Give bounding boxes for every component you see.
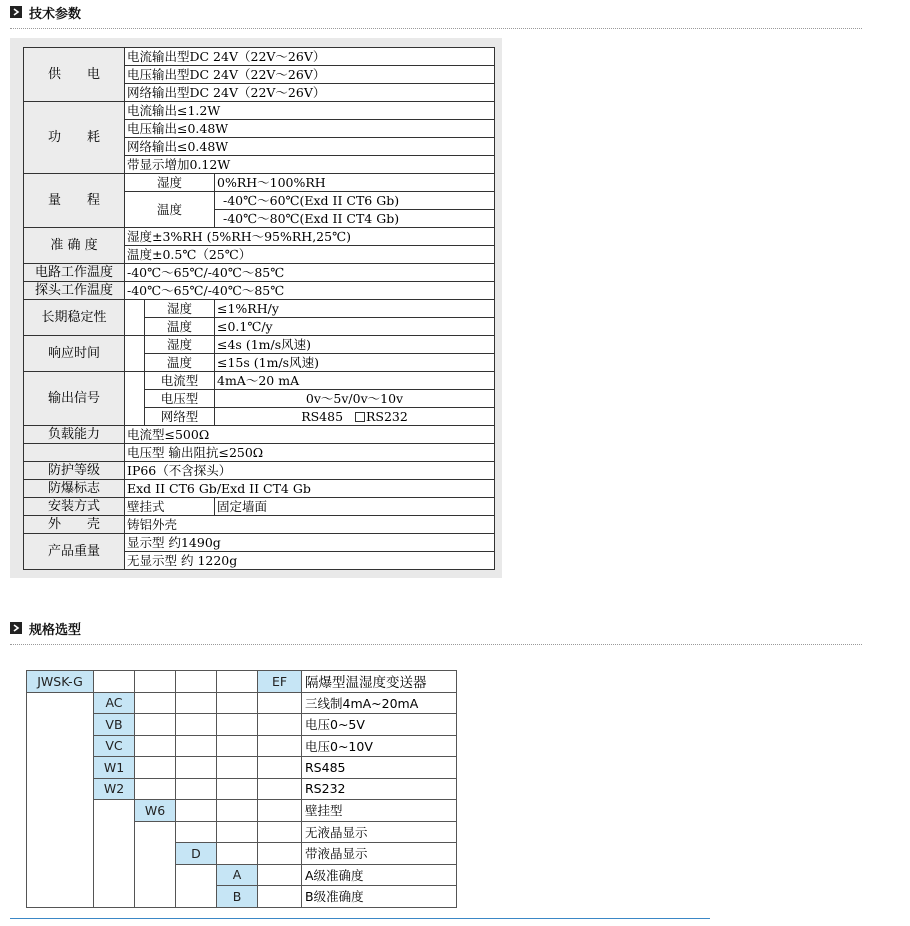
spec-value: 4mA～20 mA bbox=[215, 372, 495, 390]
table-row bbox=[24, 102, 495, 120]
spec-category: 输出信号 bbox=[24, 372, 125, 426]
model-desc: RS232 bbox=[302, 778, 457, 800]
spec-category: 防爆标志 bbox=[24, 480, 125, 498]
table-row bbox=[24, 300, 495, 318]
model-code: W1 bbox=[94, 757, 135, 779]
spec-value: 0%RH～100%RH bbox=[215, 174, 495, 192]
option-rs485: RS485 bbox=[301, 408, 344, 424]
dotted-divider bbox=[10, 644, 862, 645]
table-row bbox=[24, 264, 495, 282]
checkbox-icon bbox=[355, 412, 365, 422]
model-code: VC bbox=[94, 735, 135, 757]
spec-sublabel: 电压型 bbox=[145, 390, 215, 408]
model-ef-code: EF bbox=[258, 671, 302, 693]
model-code: B bbox=[217, 886, 258, 908]
table-row bbox=[24, 462, 495, 480]
option-rs232: RS232 bbox=[365, 408, 408, 424]
table-row bbox=[27, 692, 457, 714]
spec-category: 负载能力 bbox=[24, 426, 125, 444]
model-desc: 三线制4mA~20mA bbox=[302, 692, 457, 714]
chevron-right-icon bbox=[10, 622, 22, 634]
spec-value bbox=[215, 408, 495, 426]
spec-value: Exd II CT6 Gb/Exd II CT4 Gb bbox=[125, 480, 495, 498]
model-code: A bbox=[217, 864, 258, 886]
spec-value: 网络输出≤0.48W bbox=[125, 138, 495, 156]
table-row bbox=[24, 174, 495, 192]
dotted-divider bbox=[10, 28, 862, 29]
spec-value: 电压输出型DC 24V（22V～26V） bbox=[125, 66, 495, 84]
table-row bbox=[24, 372, 495, 390]
model-desc: 壁挂型 bbox=[302, 800, 457, 822]
table-row bbox=[24, 498, 495, 516]
spec-value: 壁挂式 bbox=[125, 498, 215, 516]
table-row bbox=[24, 534, 495, 552]
spec-category: 功 耗 bbox=[24, 102, 125, 174]
spec-category: 准 确 度 bbox=[24, 228, 125, 264]
spec-value: 带显示增加0.12W bbox=[125, 156, 495, 174]
section-title: 技术参数 bbox=[29, 5, 82, 21]
section-header-tech bbox=[10, 2, 81, 22]
spec-category: 量 程 bbox=[24, 174, 125, 228]
spec-sublabel: 湿度 bbox=[145, 336, 215, 354]
model-code: D bbox=[176, 843, 217, 865]
spec-sublabel: 网络型 bbox=[145, 408, 215, 426]
spec-sublabel: 电流型 bbox=[145, 372, 215, 390]
spec-value: 温度±0.5℃（25℃） bbox=[125, 246, 495, 264]
spec-category: 电路工作温度 bbox=[24, 264, 125, 282]
model-desc: 隔爆型温湿度变送器 bbox=[302, 671, 457, 693]
spec-sublabel: 湿度 bbox=[125, 174, 215, 192]
model-desc: 电压0~5V bbox=[302, 714, 457, 736]
model-desc: 无液晶显示 bbox=[302, 821, 457, 843]
spec-sublabel: 湿度 bbox=[145, 300, 215, 318]
table-row bbox=[24, 444, 495, 462]
spec-value: 电流输出型DC 24V（22V～26V） bbox=[125, 48, 495, 66]
spec-value: IP66（不含探头） bbox=[125, 462, 495, 480]
table-row bbox=[24, 282, 495, 300]
spec-value: ≤1%RH/y bbox=[215, 300, 495, 318]
table-row bbox=[24, 426, 495, 444]
spec-category: 探头工作温度 bbox=[24, 282, 125, 300]
spec-value: ≤0.1℃/y bbox=[215, 318, 495, 336]
model-code: AC bbox=[94, 692, 135, 714]
spec-sublabel: 温度 bbox=[145, 318, 215, 336]
model-selection-table bbox=[26, 670, 457, 908]
spec-value: -40℃～80℃(Exd II CT4 Gb) bbox=[215, 210, 495, 228]
spec-value: 网络输出型DC 24V（22V～26V） bbox=[125, 84, 495, 102]
model-desc: B级准确度 bbox=[302, 886, 457, 908]
spec-value: -40℃～65℃/-40℃～85℃ bbox=[125, 282, 495, 300]
model-code: VB bbox=[94, 714, 135, 736]
spec-value: 固定墙面 bbox=[215, 498, 495, 516]
table-row bbox=[27, 671, 457, 693]
model-desc: 电压0~10V bbox=[302, 735, 457, 757]
spec-value: 0v～5v/0v～10v bbox=[215, 390, 495, 408]
section-title: 规格选型 bbox=[29, 621, 82, 637]
spec-value: 电压型 输出阻抗≤250Ω bbox=[125, 444, 495, 462]
spec-value: ≤4s (1m/s风速) bbox=[215, 336, 495, 354]
model-code: W6 bbox=[135, 800, 176, 822]
spec-value: 湿度±3%RH (5%RH～95%RH,25℃) bbox=[125, 228, 495, 246]
spec-category: 供 电 bbox=[24, 48, 125, 102]
spec-value: 电流输出≤1.2W bbox=[125, 102, 495, 120]
model-code: W2 bbox=[94, 778, 135, 800]
spec-value: 铸铝外壳 bbox=[125, 516, 495, 534]
table-row bbox=[24, 48, 495, 66]
spec-value: -40℃～65℃/-40℃～85℃ bbox=[125, 264, 495, 282]
spec-category: 防护等级 bbox=[24, 462, 125, 480]
spec-value: ≤15s (1m/s风速) bbox=[215, 354, 495, 372]
bottom-divider bbox=[10, 918, 710, 919]
model-base-code: JWSK-G bbox=[27, 671, 94, 693]
table-row bbox=[24, 480, 495, 498]
spec-category: 安装方式 bbox=[24, 498, 125, 516]
chevron-right-icon bbox=[10, 6, 22, 18]
table-row bbox=[24, 336, 495, 354]
section-header-selection bbox=[10, 618, 81, 638]
spec-category: 响应时间 bbox=[24, 336, 125, 372]
spec-category: 产品重量 bbox=[24, 534, 125, 570]
spec-sublabel: 温度 bbox=[145, 354, 215, 372]
model-desc: 带液晶显示 bbox=[302, 843, 457, 865]
table-row bbox=[24, 228, 495, 246]
spec-value: 显示型 约1490g bbox=[125, 534, 495, 552]
spec-value: 电流型≤500Ω bbox=[125, 426, 495, 444]
spec-value: 电压输出≤0.48W bbox=[125, 120, 495, 138]
spec-value: 无显示型 约 1220g bbox=[125, 552, 495, 570]
model-desc: A级准确度 bbox=[302, 864, 457, 886]
spec-value: -40℃～60℃(Exd II CT6 Gb) bbox=[215, 192, 495, 210]
spec-sublabel: 温度 bbox=[125, 192, 215, 228]
model-desc: RS485 bbox=[302, 757, 457, 779]
spec-category: 长期稳定性 bbox=[24, 300, 125, 336]
table-row bbox=[24, 516, 495, 534]
spec-category: 外 壳 bbox=[24, 516, 125, 534]
spec-table bbox=[23, 47, 495, 570]
